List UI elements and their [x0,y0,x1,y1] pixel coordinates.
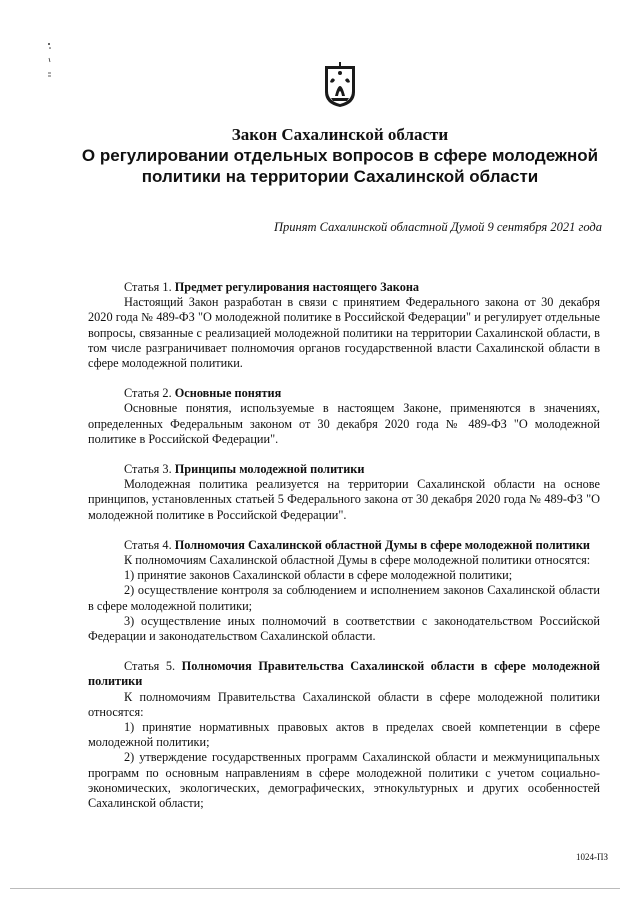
article-3-paragraph: Молодежная политика реализуется на территории Сахалинской области на основе принципов, установленных статьей 5 Федерального закона от 30 декабря 2020 года № 489-ФЗ "О молодежной политике в Российской Федерации". [88,477,600,522]
article-1-paragraph: Настоящий Закон разработан в связи с принятием Федерального закона от 30 декабря 2020 года № 489-ФЗ "О молодежной политике в Российской Федерации" и регулирует отдельные вопросы, связанные с реализацией молодежной политики на территории Сахалинской области, в том числе разграничивает полномочия органов государственной власти Сахалинской области в сфере молодежной политики. [88,295,600,371]
article-2-paragraph: Основные понятия, используемые в настоящем Законе, применяются в значениях, определенных Федеральным законом от 30 декабря 2020 года № 489-ФЗ "О молодежной политике в Российской Федерации". [88,401,600,446]
article-1-heading: Статья 1. Предмет регулирования настоящего Закона [124,280,420,294]
page-code: 1024-ПЗ [575,852,608,862]
article-2-heading: Статья 2. Основные понятия [124,386,282,401]
article-4-paragraph-2: 1) принятие законов Сахалинской области в сфере молодежной политики; [124,568,513,583]
article-4-paragraph-3: 2) осуществление контроля за соблюдением и исполнением законов Сахалинской области в сфере молодежной политики; [88,583,600,613]
article-5-paragraph-3: 2) утверждение государственных программ Сахалинской области и межмуниципальных программ по основным направлениям в сфере молодежной политики с учетом социально-экономических, экологических, демографических, этнокультурных и других особенностей Сахалинской области; [88,750,600,811]
law-body [88,280,600,811]
article-4-paragraph-4: 3) осуществление иных полномочий в соответствии с законодательством Российской Федерации и законодательством Сахалинской области. [88,613,600,644]
sakhalin-coat-of-arms-icon [323,62,357,108]
article-5-paragraph-2: 1) принятие нормативных правовых актов в пределах своей компетенции в сфере молодежной политики; [88,720,600,750]
law-title-line2: О регулировании отдельных вопросов в сфере молодежной политики на территории Сахалинской области [81,146,599,186]
article-3-heading: Статья 3. Принципы молодежной политики [124,462,365,477]
article-5-heading: Статья 5. Полномочия Правительства Сахалинской области в сфере молодежной политики [88,659,600,689]
scan-edge-line [10,888,620,889]
article-4-paragraph-1: К полномочиям Сахалинской областной Думы в сфере молодежной политики относятся: [124,553,591,568]
law-title-line1: Закон Сахалинской области [231,125,449,144]
article-4-heading: Статья 4. Полномочия Сахалинской областной Думы в сфере молодежной политики [124,537,590,552]
law-title [60,124,620,187]
adoption-note: Принят Сахалинской областной Думой 9 сентября 2021 года [273,220,602,234]
article-5-paragraph-1: К полномочиям Правительства Сахалинской области в сфере молодежной политики относятся: [88,689,600,719]
margin-marks [46,40,54,80]
